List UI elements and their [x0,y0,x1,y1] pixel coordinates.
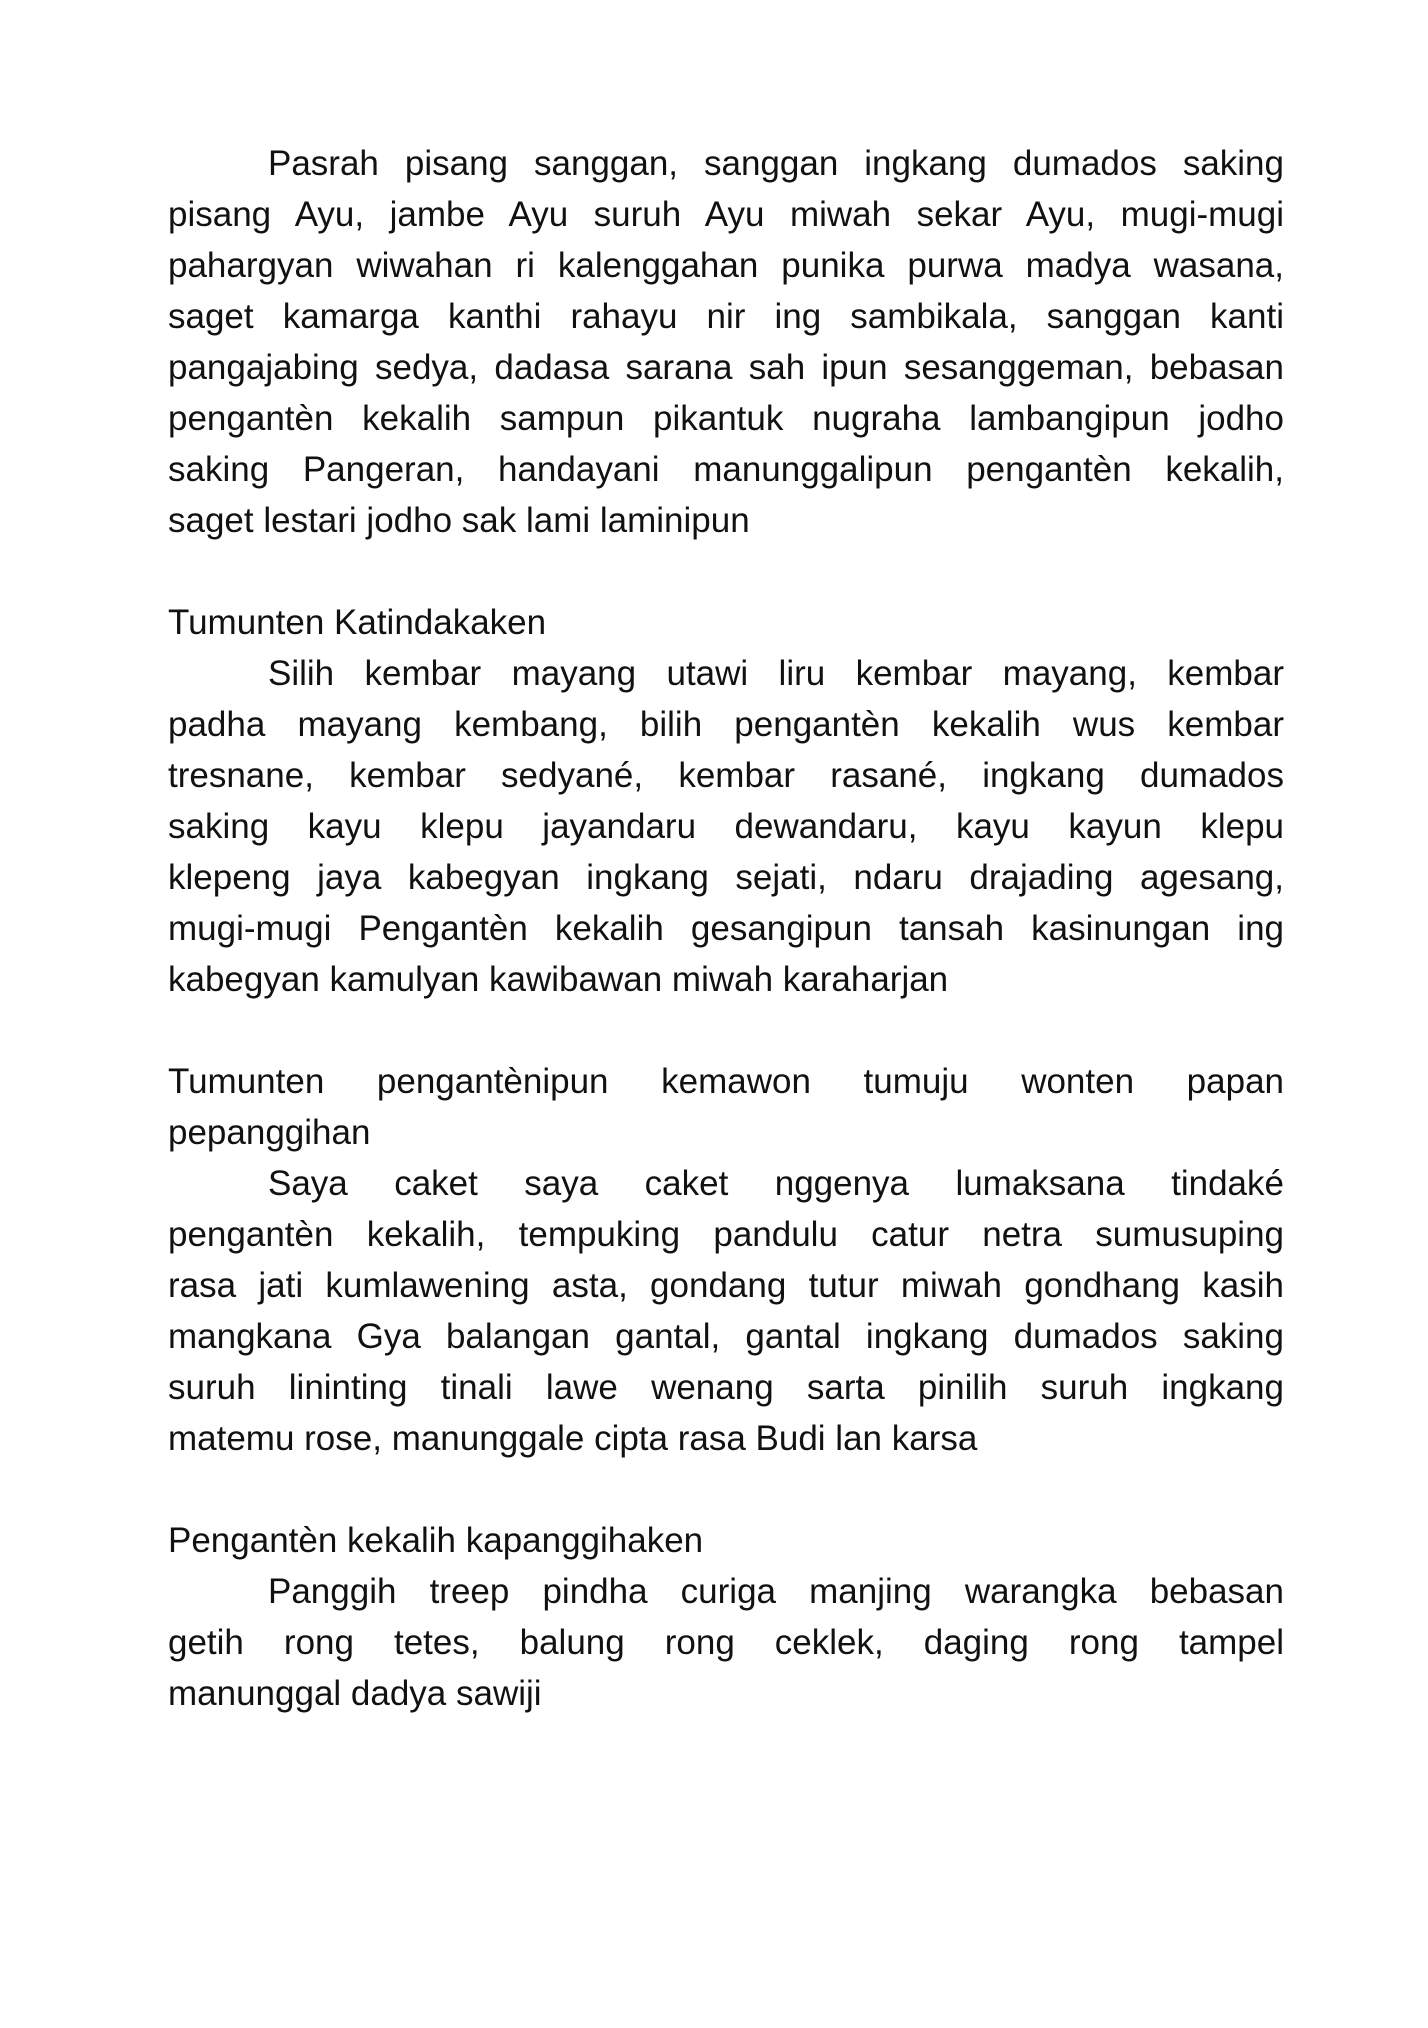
paragraph-line: Silih kembar mayang utawi liru kembar mayang, kembar [268,654,1284,693]
paragraph-line: pangajabing sedya, dadasa sarana sah ipun sesanggeman, bebasan [168,348,1284,387]
paragraph-line: getih rong tetes, balung rong ceklek, daging rong tampel [168,1623,1284,1662]
paragraph-line: rasa jati kumlawening asta, gondang tutur miwah gondhang kasih [168,1266,1284,1305]
paragraph-line: saget kamarga kanthi rahayu nir ing sambikala, sanggan kanti [168,297,1284,336]
paragraph-line: matemu rose, manunggale cipta rasa Budi lan karsa [168,1419,978,1458]
paragraph-line: pengantèn kekalih, tempuking pandulu catur netra sumusuping [168,1215,1284,1254]
section-heading: Pengantèn kekalih kapanggihaken [168,1521,704,1560]
paragraph-line: saget lestari jodho sak lami laminipun [168,501,750,540]
paragraph-line: saking kayu klepu jayandaru dewandaru, kayu kayun klepu [168,807,1284,846]
paragraph-silih-kembar-mayang [168,648,1284,1005]
section-heading: Tumunten pengantènipun kemawon tumuju wonten papan [168,1062,1284,1101]
paragraph-gap [168,1464,1284,1515]
paragraph-panggih-treep [168,1566,1284,1719]
paragraph-line: mangkana Gya balangan gantal, gantal ingkang dumados saking [168,1317,1284,1356]
paragraph-line: suruh lininting tinali lawe wenang sarta pinilih suruh ingkang [168,1368,1284,1407]
paragraph-line: klepeng jaya kabegyan ingkang sejati, ndaru drajading agesang, [168,858,1284,897]
section-heading: Tumunten Katindakaken [168,603,547,642]
paragraph-line: pengantèn kekalih sampun pikantuk nugraha lambangipun jodho [168,399,1284,438]
paragraph-line: mugi-mugi Pengantèn kekalih gesangipun tansah kasinungan ing [168,909,1284,948]
paragraph-saya-caket [168,1158,1284,1464]
paragraph-line: manunggal dadya sawiji [168,1674,542,1713]
paragraph-line: kabegyan kamulyan kawibawan miwah karaharjan [168,960,949,999]
paragraph-line: pahargyan wiwahan ri kalenggahan punika purwa madya wasana, [168,246,1284,285]
paragraph-pasrah-pisang-sanggan [168,138,1284,546]
paragraph-line: tresnane, kembar sedyané, kembar rasané, ingkang dumados [168,756,1284,795]
paragraph-line: Panggih treep pindha curiga manjing warangka bebasan [268,1572,1284,1611]
paragraph-line: Saya caket saya caket nggenya lumaksana tindaké [268,1164,1284,1203]
paragraph-gap [168,546,1284,597]
paragraph-line: saking Pangeran, handayani manunggalipun pengantèn kekalih, [168,450,1284,489]
document-page [168,138,1284,1719]
paragraph-gap [168,1005,1284,1056]
paragraph-line: Pasrah pisang sanggan, sanggan ingkang dumados saking [268,144,1284,183]
paragraph-line: padha mayang kembang, bilih pengantèn kekalih wus kembar [168,705,1284,744]
section-heading-continued: pepanggihan [168,1113,371,1152]
paragraph-line: pisang Ayu, jambe Ayu suruh Ayu miwah sekar Ayu, mugi-mugi [168,195,1284,234]
